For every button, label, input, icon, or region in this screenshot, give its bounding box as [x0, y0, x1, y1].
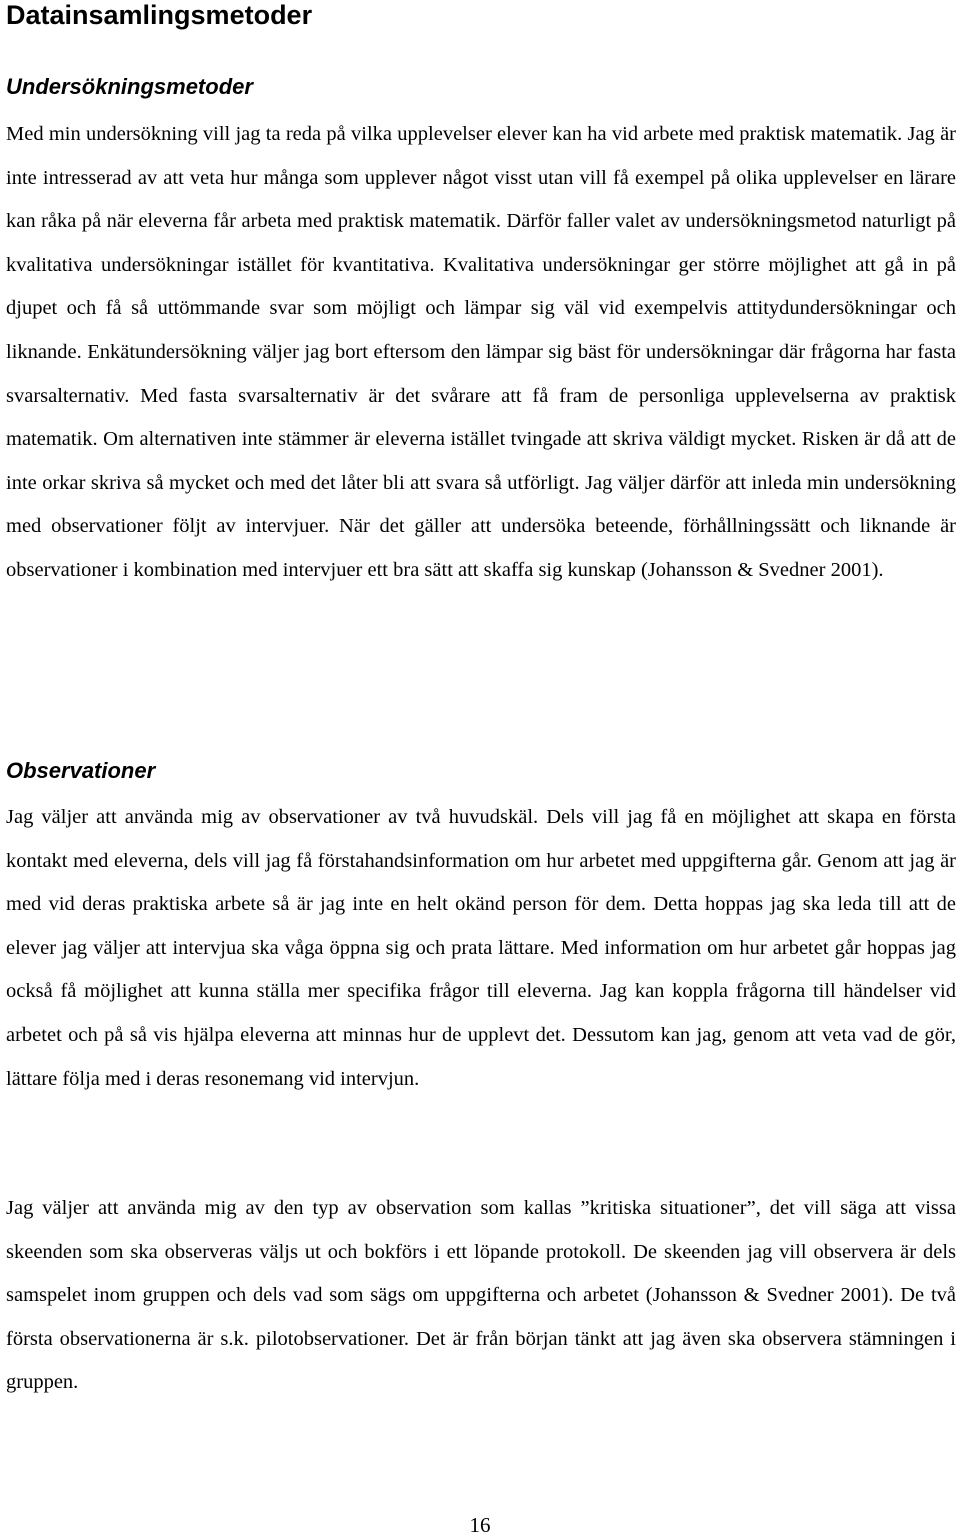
page-heading: Datainsamlingsmetoder	[6, 0, 313, 30]
page-number: 16	[469, 1513, 491, 1537]
paragraph-observations-1: Jag väljer att använda mig av observationer av två huvudskäl. Dels vill jag få en möjlighet att skapa en första kontakt med eleverna, dels vill jag få förstahandsinformation om hur arbetet med uppgifterna går. Genom att jag är med vid deras praktiska arbete så är jag inte en helt okänd person för dem. Detta hoppas jag ska leda till att de elever jag väljer att intervjua ska våga öppna sig och prata lättare. Med information om hur arbetet går hoppas jag också få möjlighet att kunna ställa mer specifika frågor till eleverna. Jag kan koppla frågorna till händelser vid arbetet och på så vis hjälpa eleverna att minnas hur de upplevt det. Dessutom kan jag, genom att veta vad de gör, lättare följa med i deras resonemang vid intervjun.	[6, 806, 956, 1090]
paragraph-observations-2: Jag väljer att använda mig av den typ av observation som kallas ”kritiska situationer”, det vill säga att vissa skeenden som ska observeras väljs ut och bokförs i ett löpande protokoll. De skeenden jag vill observera är dels samspelet inom gruppen och dels vad som sägs om uppgifterna och arbetet (Johansson & Svedner 2001). De två första observationerna är s.k. pilotobservationer. Det är från början tänkt att jag även ska observera stämningen i gruppen.	[6, 1197, 956, 1394]
paragraph-methods: Med min undersökning vill jag ta reda på vilka upplevelser elever kan ha vid arbete med praktisk matematik. Jag är inte intresserad av att veta hur många som upplever något visst utan vill få exempel på olika upplevelser en lärare kan råka på när eleverna får arbeta med praktisk matematik. Därför faller valet av undersökningsmetod naturligt på kvalitativa undersökningar istället för kvantitativa. Kvalitativa undersökningar ger större möjlighet att gå in på djupet och få så uttömmande svar som möjligt och lämpar sig väl vid exempelvis attitydundersökningar och liknande. Enkätundersökning väljer jag bort eftersom den lämpar sig bäst för undersökningar där frågorna har fasta svarsalternativ. Med fasta svarsalternativ är det svårare att få fram de personliga upplevelserna av praktisk matematik. Om alternativen inte stämmer är eleverna istället tvingade att skriva väldigt mycket. Risken är då att de inte orkar skriva så mycket och med det låter bli att svara så utförligt. Jag väljer därför att inleda min undersökning med observationer följt av intervjuer. När det gäller att undersöka beteende, förhållningssätt och liknande är observationer i kombination med intervjuer ett bra sätt att skaffa sig kunskap (Johansson & Svedner 2001).	[6, 123, 956, 581]
section-title-observations: Observationer	[6, 758, 156, 783]
section-title-methods: Undersökningsmetoder	[6, 74, 253, 99]
